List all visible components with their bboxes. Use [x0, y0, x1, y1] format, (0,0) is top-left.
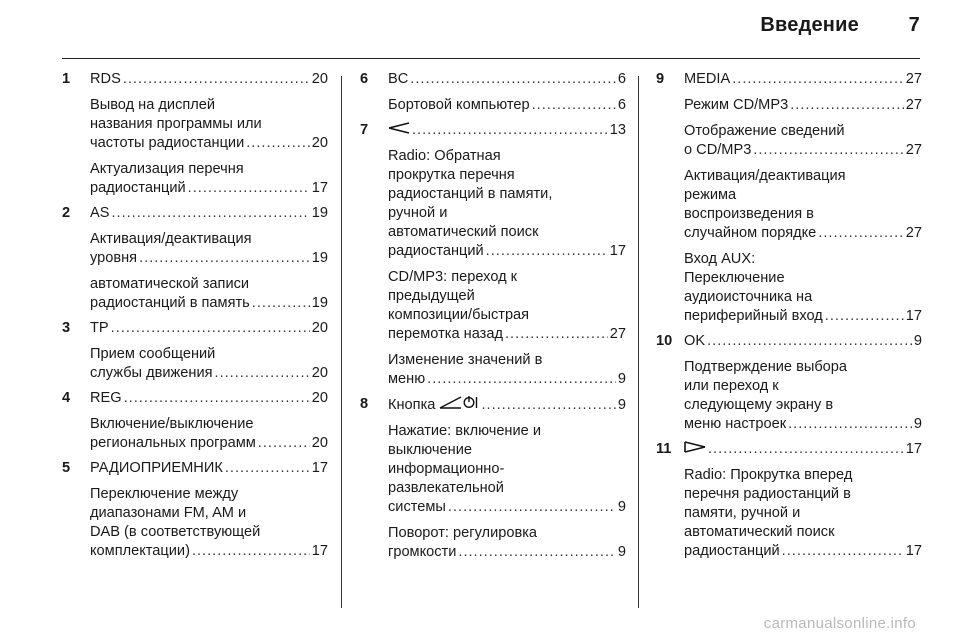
item-text-line: диапазонами FM, AM и — [90, 505, 247, 521]
index-item — [684, 122, 922, 160]
entry-number: 2 — [62, 205, 71, 221]
item-text-line: или переход к — [684, 378, 779, 394]
item-label-text: RDS — [90, 71, 121, 87]
page-reference: 20 — [311, 135, 328, 151]
page-reference: 9 — [617, 544, 626, 561]
dot-leader — [782, 542, 904, 561]
page-reference: 17 — [905, 308, 922, 324]
dot-leader — [505, 325, 608, 344]
item-label-text: радиостанций — [90, 180, 186, 196]
index-item — [90, 96, 328, 153]
item-label-text: радиостанций в память — [90, 295, 250, 311]
index-item — [684, 70, 922, 89]
item-text-line: Прием сообщений — [90, 346, 216, 362]
item-label — [388, 543, 456, 562]
entry-number: 7 — [360, 122, 369, 138]
dot-leader — [192, 542, 310, 561]
item-label — [388, 121, 410, 140]
item-label-text: MEDIA — [684, 71, 731, 87]
item-text-line: воспроизведения в — [684, 206, 814, 222]
item-reference — [90, 249, 328, 268]
dot-leader — [246, 134, 310, 153]
page-reference: 17 — [905, 543, 922, 560]
index-entry — [62, 70, 328, 198]
item-text-line: автоматической записи — [90, 276, 250, 292]
dot-leader — [111, 319, 310, 338]
index-item — [684, 358, 922, 434]
item-label-text: TP — [90, 320, 109, 336]
page-reference: 9 — [913, 416, 922, 432]
index-entry — [62, 204, 328, 313]
item-label — [90, 294, 250, 313]
item-reference — [90, 434, 328, 453]
item-text-line: Отображение сведений — [684, 123, 845, 139]
item-text-line: предыдущей — [388, 288, 475, 305]
item-label — [90, 319, 109, 338]
item-text-line: информационно- — [388, 461, 505, 478]
index-item — [90, 160, 328, 198]
item-text-line: Radio: Обратная — [388, 148, 501, 165]
item-text-line: следующему экрану в — [684, 397, 834, 413]
item-label-text: уровня — [90, 250, 138, 266]
item-reference — [684, 224, 922, 243]
dot-leader — [790, 96, 904, 115]
item-label — [388, 242, 484, 261]
page-reference: 17 — [311, 543, 328, 559]
item-label-text: перемотка назад — [388, 326, 503, 343]
item-reference — [388, 498, 626, 517]
index-item — [684, 167, 922, 243]
item-label — [684, 96, 788, 115]
dot-leader — [123, 70, 310, 89]
page-reference: 19 — [311, 205, 328, 221]
item-label — [90, 179, 186, 198]
page-reference: 17 — [311, 460, 328, 476]
item-text-line: прокрутка перечня — [388, 167, 515, 184]
column-2 — [360, 70, 626, 562]
item-label — [388, 395, 479, 415]
index-item — [90, 459, 328, 478]
page-reference: 13 — [609, 122, 626, 139]
item-text-line: Включение/выключение — [90, 416, 254, 432]
item-label-text: громкости — [388, 544, 457, 561]
page-number: 7 — [908, 14, 920, 36]
page-reference: 9 — [913, 333, 922, 349]
item-label-text: частоты радиостанции — [90, 135, 245, 151]
item-text-line: ручной и — [388, 205, 448, 222]
item-label-text: BC — [388, 71, 409, 87]
item-reference — [90, 364, 328, 383]
item-label — [90, 134, 244, 153]
dot-leader — [188, 179, 310, 198]
dot-leader — [258, 434, 310, 453]
index-entry — [360, 121, 626, 389]
dot-leader — [139, 249, 310, 268]
item-label — [684, 415, 786, 434]
entry-number: 4 — [62, 390, 71, 406]
item-text-line: Вывод на дисплей — [90, 97, 216, 113]
item-label-text: периферийный вход — [684, 308, 823, 324]
item-label — [90, 542, 190, 561]
dot-leader — [708, 440, 904, 459]
index-item — [388, 96, 626, 115]
item-label — [388, 96, 530, 115]
index-item — [388, 395, 626, 415]
watermark: carmanualsonline.info — [763, 615, 916, 632]
item-text-line: выключение — [388, 442, 472, 459]
item-label — [388, 70, 408, 89]
dot-leader — [448, 498, 616, 517]
page-reference: 27 — [905, 225, 922, 241]
item-reference — [90, 179, 328, 198]
item-text-line: Изменение значений в — [388, 352, 543, 369]
index-item — [90, 70, 328, 89]
index-entry — [656, 440, 922, 561]
column-3 — [656, 70, 922, 561]
entry-number: 3 — [62, 320, 71, 336]
item-label — [90, 364, 213, 383]
item-text-line: Нажатие: включение и — [388, 423, 541, 440]
item-reference — [684, 440, 922, 459]
item-label — [684, 224, 816, 243]
item-label-text: Бортовой компьютер — [388, 97, 530, 113]
index-item — [90, 415, 328, 453]
index-entry — [656, 70, 922, 326]
page-reference: 19 — [311, 250, 328, 266]
item-text-line: композиции/быстрая — [388, 307, 530, 324]
item-label — [90, 434, 256, 453]
column-divider — [341, 76, 342, 608]
entry-number: 8 — [360, 396, 369, 413]
index-entry — [62, 459, 328, 561]
item-reference — [90, 204, 328, 223]
index-item — [388, 121, 626, 140]
item-text-line: Актуализация перечня — [90, 161, 244, 177]
item-text-line: режима — [684, 187, 737, 203]
index-entry — [360, 395, 626, 562]
item-label-text: Режим CD/MP3 — [684, 97, 789, 113]
item-label — [388, 325, 503, 344]
index-item — [90, 319, 328, 338]
index-item — [388, 351, 626, 389]
item-label-text: системы — [388, 499, 446, 516]
page-reference: 20 — [311, 390, 328, 406]
index-item — [388, 268, 626, 344]
dot-leader — [732, 70, 904, 89]
header-rule — [62, 58, 920, 59]
item-label — [684, 332, 705, 351]
item-text-line: перечня радиостанций в — [684, 486, 851, 503]
item-label — [684, 440, 706, 459]
page-reference: 9 — [617, 371, 626, 388]
dot-leader — [225, 459, 310, 478]
item-reference — [388, 242, 626, 261]
item-label-text: меню — [388, 371, 426, 388]
item-text-line: Переключение — [684, 270, 785, 286]
item-reference — [684, 415, 922, 434]
index-item — [684, 332, 922, 351]
item-label — [684, 70, 730, 89]
dot-leader — [753, 141, 903, 160]
item-reference — [90, 294, 328, 313]
entry-number: 6 — [360, 71, 369, 87]
page-reference: 27 — [905, 71, 922, 87]
page-reference: 6 — [617, 71, 626, 87]
item-label-text: радиостанций — [388, 243, 484, 260]
dot-leader — [788, 415, 912, 434]
item-label-text: REG — [90, 390, 122, 406]
item-label — [388, 370, 425, 389]
dot-leader — [458, 543, 615, 562]
dot-leader — [825, 307, 904, 326]
item-text-line: CD/MP3: переход к — [388, 269, 518, 286]
dot-leader — [124, 389, 310, 408]
dot-leader — [412, 121, 608, 140]
item-text-line: Radio: Прокрутка вперед — [684, 467, 853, 484]
item-text-line: аудиоисточника на — [684, 289, 813, 305]
page-reference: 27 — [905, 97, 922, 113]
page-reference: 20 — [311, 365, 328, 381]
item-label-text: комплектации) — [90, 543, 190, 559]
item-label — [90, 459, 223, 478]
page-header — [760, 14, 920, 37]
item-text-line: Активация/деактивация — [90, 231, 252, 247]
item-label — [684, 307, 823, 326]
page-reference: 27 — [905, 142, 922, 158]
index-item — [388, 147, 626, 261]
item-text-line: DAB (в соответствующей — [90, 524, 261, 540]
index-entry — [656, 332, 922, 434]
entry-number: 10 — [656, 333, 673, 349]
item-label — [684, 542, 780, 561]
item-label-text: OK — [684, 333, 706, 349]
item-reference — [90, 542, 328, 561]
item-reference — [388, 325, 626, 344]
item-label — [388, 498, 446, 517]
index-item — [90, 485, 328, 561]
item-reference — [684, 70, 922, 89]
column-1 — [62, 70, 328, 561]
item-text-line: названия программы или — [90, 116, 262, 132]
index-item — [684, 440, 922, 459]
index-entry — [62, 389, 328, 453]
index-entry — [360, 70, 626, 115]
item-label — [90, 249, 137, 268]
page-reference: 27 — [609, 326, 626, 343]
page-reference: 20 — [311, 71, 328, 87]
column-divider — [638, 76, 639, 608]
page-reference: 17 — [905, 441, 922, 458]
item-reference — [90, 70, 328, 89]
item-reference — [388, 96, 626, 115]
index-item — [684, 96, 922, 115]
index-item — [684, 250, 922, 326]
item-reference — [388, 370, 626, 389]
item-text-line: автоматический поиск — [684, 524, 835, 541]
item-text-line: радиостанций в памяти, — [388, 186, 553, 203]
dot-leader — [427, 370, 616, 389]
item-reference — [90, 389, 328, 408]
item-text-line: Переключение между — [90, 486, 239, 502]
item-text-line: Активация/деактивация — [684, 168, 846, 184]
item-reference — [388, 543, 626, 562]
dot-leader — [486, 242, 608, 261]
item-text-line: развлекательной — [388, 480, 504, 497]
page-reference: 20 — [311, 435, 328, 451]
item-text-line: Вход AUX: — [684, 251, 756, 267]
item-label-text: РАДИОПРИЕМНИК — [90, 460, 223, 476]
item-text-line: памяти, ручной и — [684, 505, 801, 522]
dot-leader — [707, 332, 912, 351]
dot-leader — [481, 396, 615, 415]
index-item — [90, 204, 328, 223]
page-reference: 19 — [311, 295, 328, 311]
entry-number: 1 — [62, 71, 71, 87]
dot-leader — [532, 96, 616, 115]
item-reference — [684, 141, 922, 160]
item-reference — [388, 70, 626, 89]
page-reference: 9 — [617, 397, 626, 414]
index-item — [388, 524, 626, 562]
item-label-text: AS — [90, 205, 110, 221]
item-label-text: случайном порядке — [684, 225, 817, 241]
index-item — [90, 389, 328, 408]
seek-back-icon — [388, 121, 410, 140]
item-reference — [684, 332, 922, 351]
item-label-text: о CD/MP3 — [684, 142, 752, 158]
dot-leader — [111, 204, 309, 223]
item-reference — [388, 395, 626, 415]
item-text-line: Подтверждение выбора — [684, 359, 848, 375]
item-reference — [684, 542, 922, 561]
page-reference: 9 — [617, 499, 626, 516]
item-text-line: Поворот: регулировка — [388, 525, 538, 542]
index-item — [90, 345, 328, 383]
item-label — [90, 70, 121, 89]
item-reference — [684, 307, 922, 326]
item-label-text: службы движения — [90, 365, 213, 381]
seek-forward-icon — [684, 440, 706, 459]
entry-number: 11 — [656, 441, 672, 457]
dot-leader — [252, 294, 310, 313]
page-reference: 6 — [617, 97, 626, 113]
page-reference: 17 — [311, 180, 328, 196]
entry-number: 5 — [62, 460, 71, 476]
dot-leader — [410, 70, 616, 89]
item-label-text: Кнопка — [388, 397, 436, 414]
item-label — [90, 389, 122, 408]
power-volume-icon — [439, 395, 479, 415]
item-label-text: меню настроек — [684, 416, 787, 432]
item-label-text: региональных программ — [90, 435, 256, 451]
item-reference — [90, 134, 328, 153]
item-text-line: автоматический поиск — [388, 224, 539, 241]
dot-leader — [818, 224, 903, 243]
item-reference — [90, 459, 328, 478]
item-label — [684, 141, 751, 160]
page-reference: 20 — [311, 320, 328, 336]
page-title: Введение — [760, 14, 859, 36]
index-item — [388, 422, 626, 517]
item-reference — [90, 319, 328, 338]
item-label — [90, 204, 109, 223]
item-label-text: радиостанций — [684, 543, 780, 560]
index-item — [388, 70, 626, 89]
item-reference — [388, 121, 626, 140]
entry-number: 9 — [656, 71, 665, 87]
index-entry — [62, 319, 328, 383]
index-item — [684, 466, 922, 561]
item-reference — [684, 96, 922, 115]
index-item — [90, 275, 328, 313]
dot-leader — [215, 364, 310, 383]
page-reference: 17 — [609, 243, 626, 260]
index-item — [90, 230, 328, 268]
